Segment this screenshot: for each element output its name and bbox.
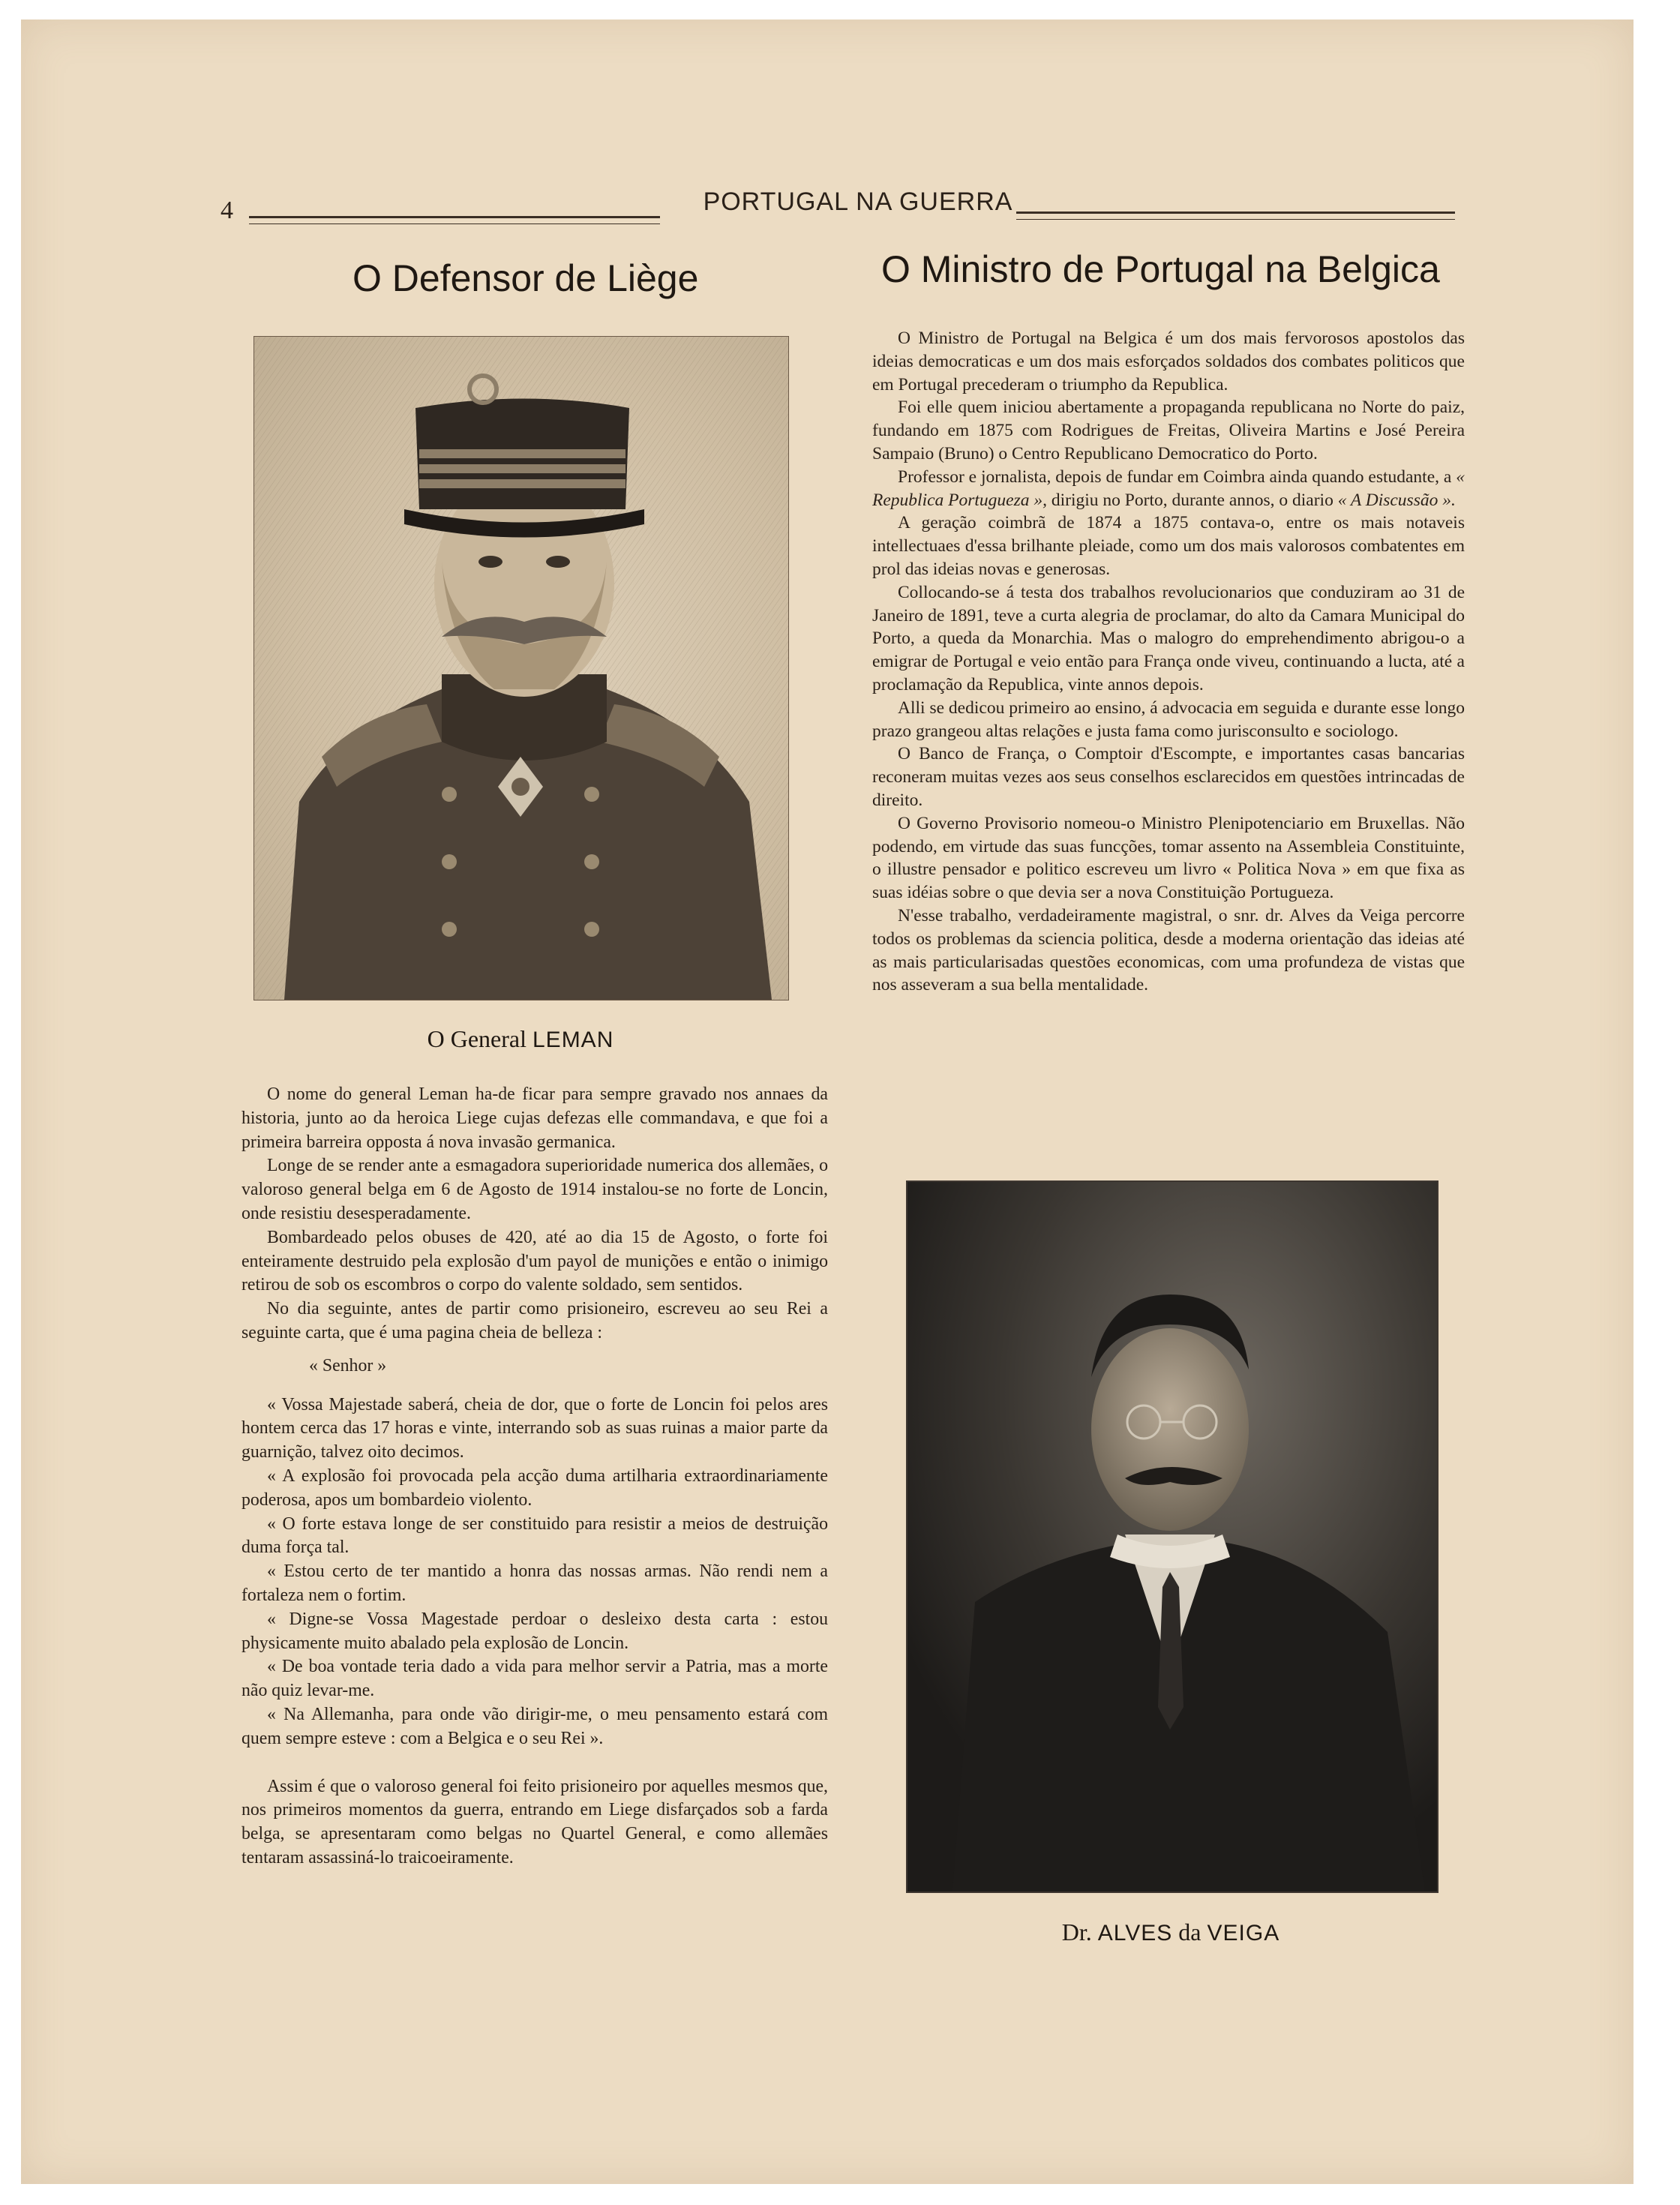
caption-particle: da xyxy=(1178,1918,1202,1946)
article-paragraph: No dia seguinte, antes de partir como prisioneiro, escreveu ao seu Rei a seguinte carta, que é uma pagina cheia de belleza : xyxy=(242,1299,828,1342)
letter-paragraph: « De boa vontade teria dado a vida para melhor servir a Patria, mas a morte não quiz levar-me. xyxy=(242,1657,828,1701)
right-article-body xyxy=(872,327,1465,997)
periodical-title: « Republica Portugueza », xyxy=(872,466,1465,510)
article-paragraph: Collocando-se á testa dos trabalhos revolucionarios que conduziram ao 31 de Janeiro de 1891, teve a curta alegria de proclamar, do alto da Camara Municipal do Porto, a queda da Monarchia. Mas o malogro do emprehendimento abrigou-o a emigrar de Portugal e veio então para França onde viveu, continuando a lucta, até a proclamação da Republica, vinte annos depois. xyxy=(872,582,1465,694)
portrait-general-leman xyxy=(254,336,789,1000)
header-rule-left xyxy=(249,216,660,224)
header-rule-right xyxy=(1016,212,1455,220)
letter-paragraph: « Na Allemanha, para onde vão dirigir-me, o meu pensamento estará com quem sempre esteve : com a Belgica e o seu Rei ». xyxy=(242,1704,828,1748)
letter-paragraph: « A explosão foi provocada pela acção duma artilharia extraordinariamente poderosa, apos um bombardeio violento. xyxy=(242,1466,828,1510)
article-paragraph: O Ministro de Portugal na Belgica é um dos mais fervorosos apostolos das ideias democraticas e um dos mais esforçados soldados dos combates politicos que em Portugal precederam o triumpho da Republica. xyxy=(872,328,1465,394)
general-portrait-illustration xyxy=(254,337,788,1000)
running-title: PORTUGAL NA GUERRA xyxy=(703,188,1013,216)
article-paragraph: N'esse trabalho, verdadeiramente magistral, o snr. dr. Alves da Veiga percorre todos os problemas da sciencia politica, desde a moderna orientação das ideias até as mais particularisadas questões economicas, com uma profundeza de vistas que nos asseveram a sua bella mentalidade. xyxy=(872,905,1465,995)
caption-name: LEMAN xyxy=(532,1028,614,1052)
article-paragraph: Bombardeado pelos obuses de 420, até ao dia 15 de Agosto, o forte foi enteiramente destruido pela explosão d'um payol de munições e então o inimigo retirou de sob os escombros o corpo do valente soldado, sem sentidos. xyxy=(242,1227,828,1295)
left-headline: O Defensor de Liège xyxy=(352,257,699,299)
letter-paragraph: « Digne-se Vossa Magestade perdoar o desleixo desta carta : estou physicamente muito abalado pela explosão de Loncin. xyxy=(242,1609,828,1653)
portrait-alves-da-veiga xyxy=(906,1180,1438,1893)
paragraph-fragment: dirigiu no Porto, durante annos, o diario xyxy=(1051,490,1334,510)
caption-name-last: VEIGA xyxy=(1207,1921,1280,1946)
periodical-title: « A Discussão ». xyxy=(1337,490,1456,510)
caption-name-first: ALVES xyxy=(1097,1921,1173,1946)
article-paragraph: Foi elle quem iniciou abertamente a propaganda republicana no Norte do paiz, fundando em 1875 com Rodrigues de Freitas, Oliveira Martins e José Pereira Sampaio (Bruno) o Centro Republicano Democratico do Porto. xyxy=(872,398,1465,464)
caption-general-leman xyxy=(254,1025,788,1053)
caption-prefix: O General xyxy=(427,1025,526,1052)
article-paragraph: O Banco de França, o Comptoir d'Escompte, e importantes casas bancarias reconeram muitas vezes aos seus conselhos esclarecidos em questões intrincadas de direito. xyxy=(872,744,1465,810)
minister-portrait-photo xyxy=(908,1182,1437,1892)
article-paragraph: Alli se dedicou primeiro ao ensino, á advocacia em seguida e durante esse longo prazo grangeou altas relações e justa fama como jurisconsulto e sociologo. xyxy=(872,698,1465,741)
caption-alves-da-veiga xyxy=(906,1918,1436,1946)
closing-paragraph: Assim é que o valoroso general foi feito prisioneiro por aquelles mesmos que, nos primeiros momentos da guerra, entrando em Liege disfarçados sob a farda belga, se apresentaram como belgas no Quartel General, e como allemães tentaram assassiná-lo traicoeiramente. xyxy=(242,1776,828,1868)
article-paragraph: O Governo Provisorio nomeou-o Ministro Plenipotenciario em Bruxellas. Não podendo, em virtude das suas funcções, tomar assento na Assembleia Constituinte, o illustre pensador e politico escreveu um livro « Politica Nova » em que fixa as suas idéias sobre o que devia ser a nova Constituição Portugueza. xyxy=(872,813,1465,903)
letter-paragraph: « O forte estava longe de ser constituido para resistir a meios de destruição duma força tal. xyxy=(242,1514,828,1558)
article-paragraph: O nome do general Leman ha-de ficar para sempre gravado nos annaes da historia, junto ao da heroica Liege cujas defezas elle commandava, e que foi a primeira barreira opposta á nova invasão germanica. xyxy=(242,1084,828,1152)
caption-prefix: Dr. xyxy=(1061,1918,1092,1946)
letter-salutation: « Senhor » xyxy=(309,1355,387,1376)
letter-paragraph: « Estou certo de ter mantido a honra das nossas armas. Não rendi nem a fortaleza nem o fortim. xyxy=(242,1562,828,1605)
letter-paragraph: « Vossa Majestade saberá, cheia de dor, que o forte de Loncin foi pelos ares hontem cerca das 17 horas e vinte, interrando sob as suas ruinas a maior parte da guarnição, talvez oito decimos. xyxy=(242,1394,828,1462)
right-headline: O Ministro de Portugal na Belgica xyxy=(881,248,1440,290)
article-paragraph: Longe de se render ante a esmagadora superioridade numerica dos allemães, o valoroso general belga em 6 de Agosto de 1914 instalou-se no forte de Loncin, onde resistiu desesperadamente. xyxy=(242,1156,828,1223)
paragraph-fragment: Professor e jornalista, depois de fundar em Coimbra ainda quando estudante, a xyxy=(898,466,1452,487)
article-paragraph xyxy=(872,466,1465,512)
page-number: 4 xyxy=(220,196,233,224)
left-article-body xyxy=(242,1083,828,1870)
article-paragraph: A geração coimbrã de 1874 a 1875 contava-o, entre os mais notaveis intellectuaes d'essa brilhante pleiade, como um dos mais valorosos combatentes em prol das ideias novas e generosas. xyxy=(872,513,1465,579)
